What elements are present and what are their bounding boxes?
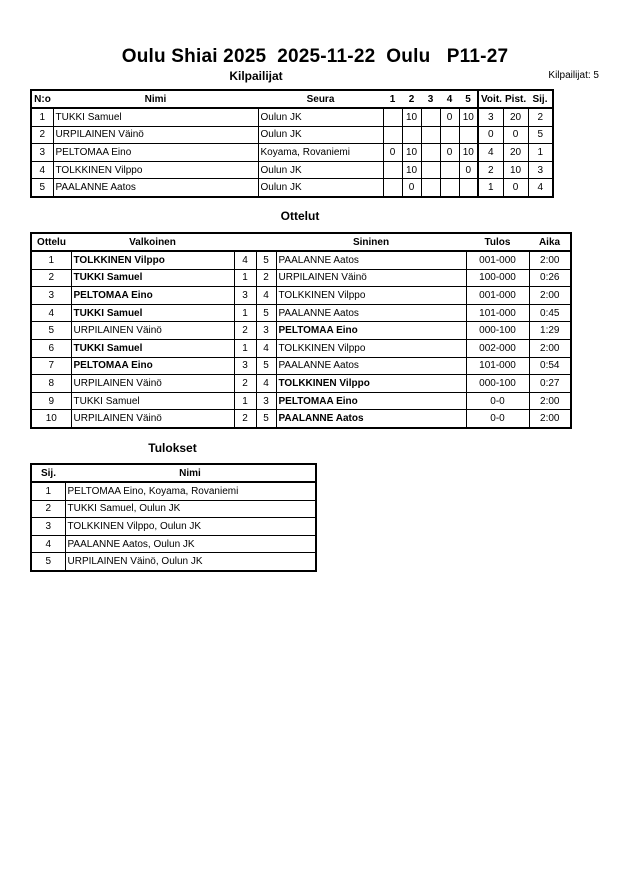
cell-aika: 0:26 — [529, 269, 571, 287]
col-header-2: 2 — [402, 90, 421, 108]
cell-score-1: 0 — [383, 144, 402, 162]
cell-score-5: 10 — [459, 108, 478, 126]
cell-valkoinen-no: 2 — [234, 375, 256, 393]
cell-sij: 5 — [528, 126, 553, 144]
table-row — [31, 251, 571, 269]
cell-score-3 — [421, 108, 440, 126]
cell-score-5 — [459, 179, 478, 197]
competitors-table — [30, 89, 554, 198]
table-row — [31, 410, 571, 428]
table-header-row — [31, 90, 553, 108]
cell-aika: 2:00 — [529, 410, 571, 428]
cell-score-1 — [383, 108, 402, 126]
cell-sij: 5 — [31, 553, 65, 571]
cell-sininen-no: 5 — [256, 357, 276, 375]
cell-match-no: 7 — [31, 357, 71, 375]
cell-valkoinen: PELTOMAA Eino — [71, 287, 234, 305]
cell-seura: Oulun JK — [258, 126, 383, 144]
cell-valkoinen-no: 3 — [234, 357, 256, 375]
table-row — [31, 144, 553, 162]
cell-sininen: TOLKKINEN Vilppo — [276, 339, 466, 357]
cell-nimi: PAALANNE Aatos — [53, 179, 258, 197]
col-header-nimi: Nimi — [53, 90, 258, 108]
cell-tulos: 101-000 — [466, 304, 529, 322]
cell-valkoinen: URPILAINEN Väinö — [71, 322, 234, 340]
cell-score-4: 0 — [440, 108, 459, 126]
cell-score-1 — [383, 126, 402, 144]
cell-tulos: 002-000 — [466, 339, 529, 357]
table-row — [31, 322, 571, 340]
cell-valkoinen: TUKKI Samuel — [71, 269, 234, 287]
cell-voit: 0 — [478, 126, 503, 144]
cell-voit: 4 — [478, 144, 503, 162]
cell-no: 3 — [31, 144, 53, 162]
col-header-seura: Seura — [258, 90, 383, 108]
cell-sininen-no: 2 — [256, 269, 276, 287]
page-title: Oulu Shiai 2025 2025-11-22 Oulu P11-27 — [121, 46, 509, 67]
cell-nimi: TOLKKINEN Vilppo — [53, 161, 258, 179]
cell-score-4: 0 — [440, 144, 459, 162]
cell-seura: Oulun JK — [258, 108, 383, 126]
cell-aika: 2:00 — [529, 392, 571, 410]
cell-no: 4 — [31, 161, 53, 179]
cell-score-2: 0 — [402, 179, 421, 197]
cell-tulos: 0-0 — [466, 410, 529, 428]
cell-sininen-no: 5 — [256, 304, 276, 322]
cell-score-4 — [440, 161, 459, 179]
cell-score-2: 10 — [402, 108, 421, 126]
cell-voit: 1 — [478, 179, 503, 197]
cell-seura: Oulun JK — [258, 161, 383, 179]
cell-valkoinen: URPILAINEN Väinö — [71, 375, 234, 393]
col-header-sij: Sij. — [528, 90, 553, 108]
cell-no: 2 — [31, 126, 53, 144]
table-row — [31, 392, 571, 410]
cell-score-3 — [421, 126, 440, 144]
cell-sininen: PAALANNE Aatos — [276, 410, 466, 428]
table-row — [31, 161, 553, 179]
cell-nimi: PELTOMAA Eino — [53, 144, 258, 162]
cell-score-5: 10 — [459, 144, 478, 162]
cell-sij: 4 — [528, 179, 553, 197]
table-row — [31, 287, 571, 305]
cell-voit: 3 — [478, 108, 503, 126]
cell-score-5 — [459, 126, 478, 144]
cell-valkoinen: TUKKI Samuel — [71, 304, 234, 322]
col-header-ottelu: Ottelu — [31, 233, 71, 251]
cell-sij: 2 — [31, 500, 65, 518]
cell-pist: 0 — [503, 126, 528, 144]
cell-sij: 1 — [528, 144, 553, 162]
cell-no: 5 — [31, 179, 53, 197]
cell-score-4 — [440, 126, 459, 144]
col-header-nimi: Nimi — [65, 464, 316, 482]
cell-valkoinen: TUKKI Samuel — [71, 339, 234, 357]
cell-sij: 2 — [528, 108, 553, 126]
cell-score-2 — [402, 126, 421, 144]
cell-tulos: 0-0 — [466, 392, 529, 410]
cell-tulos: 001-000 — [466, 287, 529, 305]
cell-score-1 — [383, 161, 402, 179]
table-row — [31, 553, 316, 571]
cell-aika: 1:29 — [529, 322, 571, 340]
col-header-no: N:o — [31, 90, 53, 108]
col-header-spacer — [234, 233, 256, 251]
cell-score-3 — [421, 161, 440, 179]
cell-pist: 0 — [503, 179, 528, 197]
cell-sininen-no: 3 — [256, 322, 276, 340]
cell-sininen-no: 4 — [256, 339, 276, 357]
cell-sininen: PAALANNE Aatos — [276, 357, 466, 375]
col-header-spacer — [256, 233, 276, 251]
cell-score-2: 10 — [402, 144, 421, 162]
cell-sininen: PAALANNE Aatos — [276, 251, 466, 269]
table-row — [31, 269, 571, 287]
col-header-aika: Aika — [529, 233, 571, 251]
cell-sininen: TOLKKINEN Vilppo — [276, 287, 466, 305]
cell-pist: 20 — [503, 108, 528, 126]
cell-valkoinen-no: 4 — [234, 251, 256, 269]
cell-aika: 0:27 — [529, 375, 571, 393]
col-header-5: 5 — [459, 90, 478, 108]
table-header-row — [31, 233, 571, 251]
col-header-tulos: Tulos — [466, 233, 529, 251]
matches-table — [30, 232, 572, 429]
cell-sininen: TOLKKINEN Vilppo — [276, 375, 466, 393]
cell-aika: 0:45 — [529, 304, 571, 322]
cell-seura: Oulun JK — [258, 179, 383, 197]
cell-valkoinen-no: 3 — [234, 287, 256, 305]
cell-match-no: 4 — [31, 304, 71, 322]
cell-valkoinen-no: 1 — [234, 304, 256, 322]
cell-sininen: PELTOMAA Eino — [276, 392, 466, 410]
cell-score-5: 0 — [459, 161, 478, 179]
cell-sij: 1 — [31, 482, 65, 500]
competitors-count-label: Kilpailijat: 5 — [548, 70, 599, 81]
col-header-voit: Voit. — [478, 90, 503, 108]
col-header-4: 4 — [440, 90, 459, 108]
cell-tulos: 000-100 — [466, 322, 529, 340]
cell-aika: 2:00 — [529, 251, 571, 269]
section-heading-tulokset: Tulokset — [148, 441, 197, 455]
col-header-pist: Pist. — [503, 90, 528, 108]
table-row — [31, 482, 316, 500]
table-row — [31, 375, 571, 393]
cell-match-no: 2 — [31, 269, 71, 287]
cell-valkoinen: URPILAINEN Väinö — [71, 410, 234, 428]
cell-sininen-no: 5 — [256, 410, 276, 428]
cell-sij: 3 — [31, 518, 65, 536]
cell-nimi: PELTOMAA Eino, Koyama, Rovaniemi — [65, 482, 316, 500]
col-header-3: 3 — [421, 90, 440, 108]
col-header-1: 1 — [383, 90, 402, 108]
cell-tulos: 101-000 — [466, 357, 529, 375]
cell-sij: 4 — [31, 535, 65, 553]
col-header-valkoinen: Valkoinen — [71, 233, 234, 251]
cell-nimi: URPILAINEN Väinö, Oulun JK — [65, 553, 316, 571]
cell-match-no: 10 — [31, 410, 71, 428]
cell-tulos: 001-000 — [466, 251, 529, 269]
cell-sininen-no: 5 — [256, 251, 276, 269]
results-table — [30, 463, 317, 572]
cell-match-no: 3 — [31, 287, 71, 305]
cell-pist: 10 — [503, 161, 528, 179]
section-heading-ottelut: Ottelut — [280, 209, 320, 223]
cell-valkoinen-no: 2 — [234, 322, 256, 340]
cell-valkoinen-no: 1 — [234, 392, 256, 410]
cell-nimi: TUKKI Samuel, Oulun JK — [65, 500, 316, 518]
cell-sij: 3 — [528, 161, 553, 179]
table-row — [31, 357, 571, 375]
cell-match-no: 5 — [31, 322, 71, 340]
col-header-sininen: Sininen — [276, 233, 466, 251]
cell-match-no: 6 — [31, 339, 71, 357]
cell-valkoinen: TUKKI Samuel — [71, 392, 234, 410]
cell-valkoinen: PELTOMAA Eino — [71, 357, 234, 375]
cell-sininen: PAALANNE Aatos — [276, 304, 466, 322]
cell-aika: 2:00 — [529, 339, 571, 357]
cell-nimi: TUKKI Samuel — [53, 108, 258, 126]
cell-valkoinen-no: 2 — [234, 410, 256, 428]
table-row — [31, 535, 316, 553]
cell-valkoinen-no: 1 — [234, 269, 256, 287]
section-heading-kilpailijat: Kilpailijat — [229, 69, 283, 83]
cell-sininen: URPILAINEN Väinö — [276, 269, 466, 287]
cell-match-no: 8 — [31, 375, 71, 393]
cell-sininen: PELTOMAA Eino — [276, 322, 466, 340]
cell-tulos: 000-100 — [466, 375, 529, 393]
cell-tulos: 100-000 — [466, 269, 529, 287]
cell-no: 1 — [31, 108, 53, 126]
cell-aika: 2:00 — [529, 287, 571, 305]
cell-match-no: 9 — [31, 392, 71, 410]
cell-score-1 — [383, 179, 402, 197]
cell-nimi: TOLKKINEN Vilppo, Oulun JK — [65, 518, 316, 536]
cell-nimi: PAALANNE Aatos, Oulun JK — [65, 535, 316, 553]
cell-pist: 20 — [503, 144, 528, 162]
cell-sininen-no: 3 — [256, 392, 276, 410]
cell-aika: 0:54 — [529, 357, 571, 375]
col-header-sij: Sij. — [31, 464, 65, 482]
cell-score-3 — [421, 144, 440, 162]
table-row — [31, 126, 553, 144]
table-row — [31, 339, 571, 357]
cell-match-no: 1 — [31, 251, 71, 269]
cell-valkoinen-no: 1 — [234, 339, 256, 357]
table-row — [31, 304, 571, 322]
table-row — [31, 518, 316, 536]
table-row — [31, 500, 316, 518]
table-row — [31, 179, 553, 197]
cell-score-2: 10 — [402, 161, 421, 179]
cell-score-3 — [421, 179, 440, 197]
cell-sininen-no: 4 — [256, 287, 276, 305]
cell-score-4 — [440, 179, 459, 197]
cell-seura: Koyama, Rovaniemi — [258, 144, 383, 162]
table-row — [31, 108, 553, 126]
cell-valkoinen: TOLKKINEN Vilppo — [71, 251, 234, 269]
cell-nimi: URPILAINEN Väinö — [53, 126, 258, 144]
cell-sininen-no: 4 — [256, 375, 276, 393]
table-header-row — [31, 464, 316, 482]
cell-voit: 2 — [478, 161, 503, 179]
